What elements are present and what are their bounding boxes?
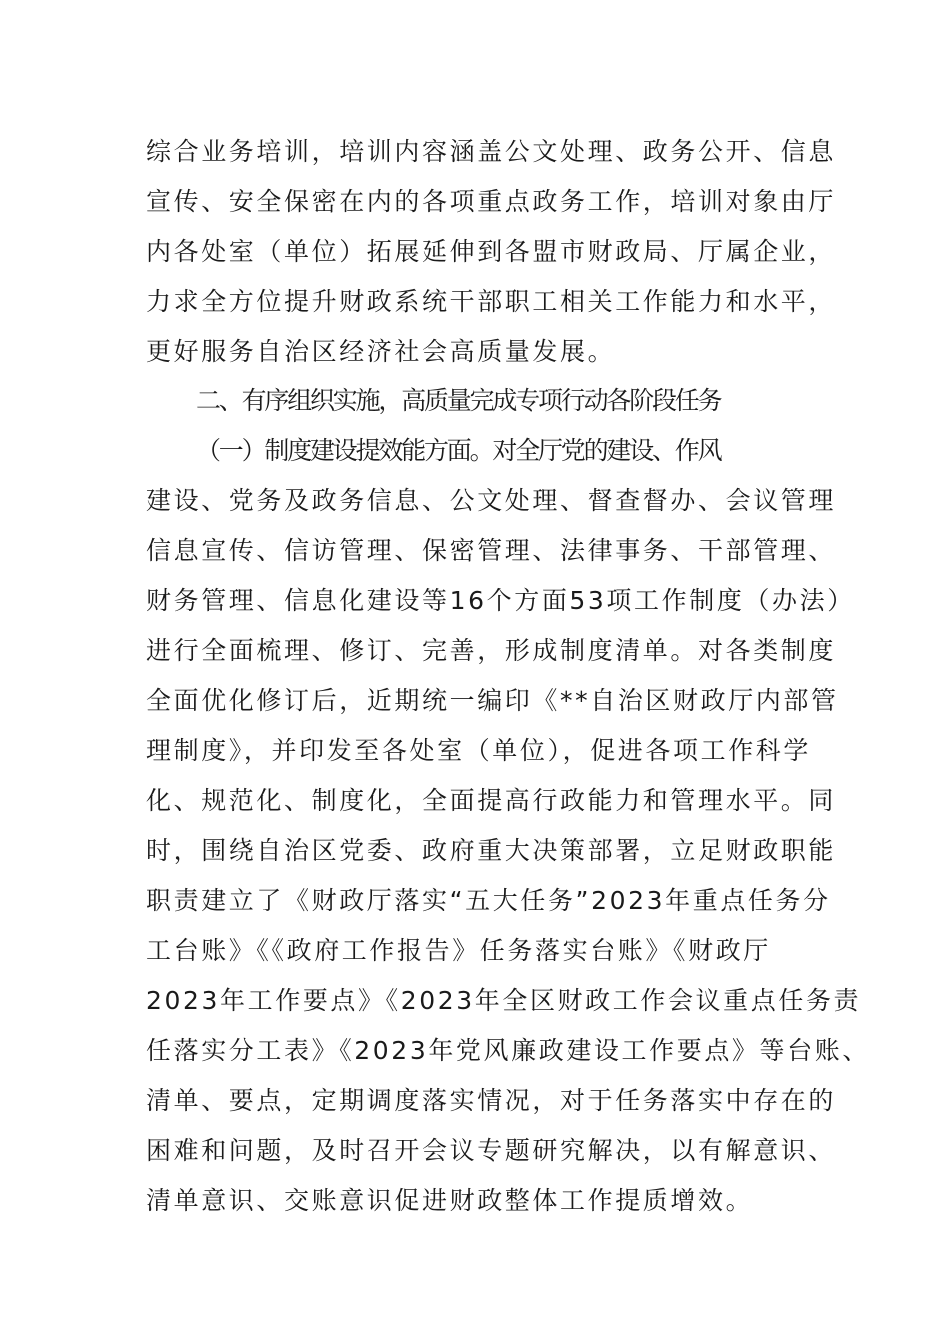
text-line: 清单意识、交账意识促进财政整体工作提质增效。 bbox=[146, 1186, 754, 1215]
section-heading: 二、有序组织实施，高质量完成专项行动各阶段任务 bbox=[196, 386, 721, 415]
text-line: 理制度》，并印发至各处室（单位），促进各项工作科学 bbox=[146, 736, 812, 765]
text-line: 困难和问题，及时召开会议专题研究解决，以有解意识、 bbox=[146, 1136, 837, 1165]
text-line: 全面优化修订后，近期统一编印《**自治区财政厅内部管 bbox=[146, 686, 839, 715]
text-line: 力求全方位提升财政系统干部职工相关工作能力和水平， bbox=[146, 287, 837, 316]
subsection-heading: （一）制度建设提效能方面。对全厅党的建设、作风 bbox=[196, 436, 721, 465]
text-line: 信息宣传、信访管理、保密管理、法律事务、干部管理、 bbox=[146, 536, 837, 565]
text-line: 宣传、安全保密在内的各项重点政务工作，培训对象由厅 bbox=[146, 187, 837, 216]
text-line: 建设、党务及政务信息、公文处理、督查督办、会议管理 bbox=[146, 486, 837, 515]
text-line: 工台账》《《政府工作报告》任务落实台账》《财政厅 bbox=[146, 936, 771, 965]
text-line: 财务管理、信息化建设等16个方面53项工作制度（办法） bbox=[146, 586, 855, 615]
text-line: 清单、要点，定期调度落实情况，对于任务落实中存在的 bbox=[146, 1086, 837, 1115]
text-line: 内各处室（单位）拓展延伸到各盟市财政局、厅属企业， bbox=[146, 237, 837, 266]
text-line: 综合业务培训，培训内容涵盖公文处理、政务公开、信息 bbox=[146, 137, 837, 166]
text-line: 任落实分工表》《2023年党风廉政建设工作要点》等台账、 bbox=[146, 1036, 870, 1065]
text-line: 更好服务自治区经济社会高质量发展。 bbox=[146, 337, 616, 366]
text-line: 进行全面梳理、修订、完善，形成制度清单。对各类制度 bbox=[146, 636, 837, 665]
text-line: 时，围绕自治区党委、政府重大决策部署，立足财政职能 bbox=[146, 836, 837, 865]
text-line: 2023年工作要点》《2023年全区财政工作会议重点任务责 bbox=[146, 986, 862, 1015]
text-line: 化、规范化、制度化，全面提高行政能力和管理水平。同 bbox=[146, 786, 837, 815]
text-line: 职责建立了《财政厅落实“五大任务”2023年重点任务分 bbox=[146, 886, 831, 915]
